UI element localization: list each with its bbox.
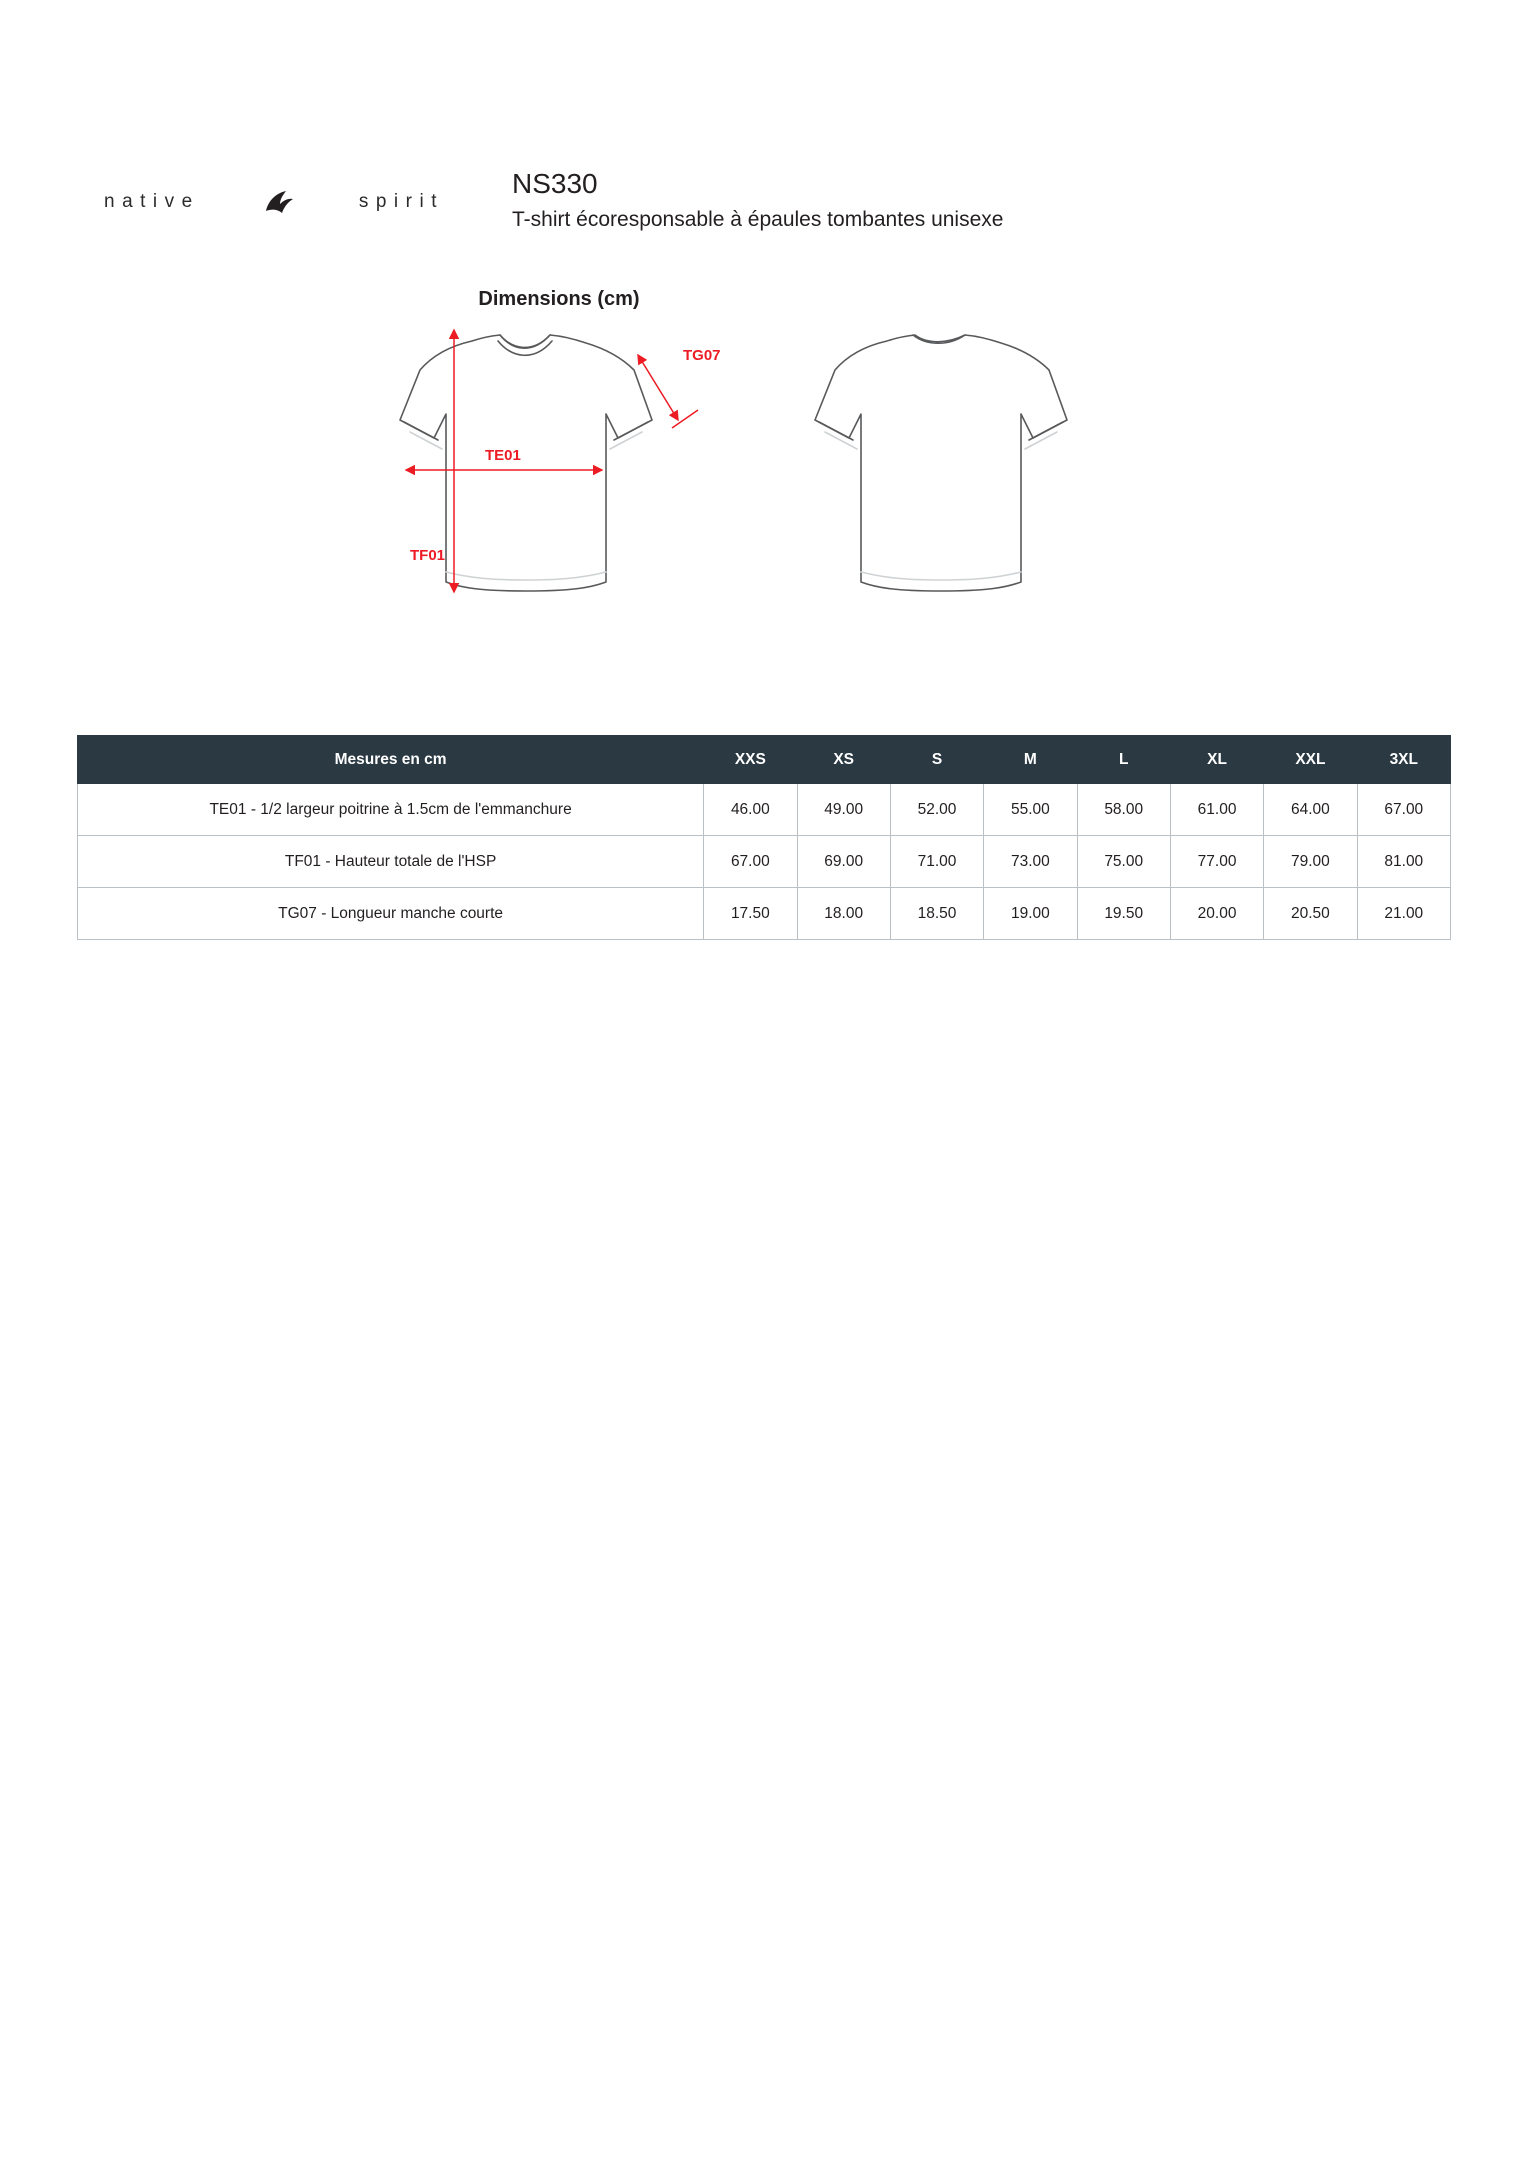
cell-0-2: 52.00 [890, 784, 983, 836]
cell-2-3: 19.00 [984, 888, 1077, 940]
figure-title-text: Dimensions (cm) [478, 288, 640, 310]
cell-0-4: 58.00 [1077, 784, 1170, 836]
tshirt-diagram-svg [300, 310, 1200, 710]
cell-2-1: 18.00 [797, 888, 890, 940]
cell-2-2: 18.50 [890, 888, 983, 940]
cell-1-2: 71.00 [890, 836, 983, 888]
cell-1-1: 69.00 [797, 836, 890, 888]
column-header-size-7: 3XL [1357, 736, 1450, 784]
row-label-2: TG07 - Longueur manche courte [78, 888, 704, 940]
table-row [78, 784, 1451, 836]
table-row [78, 888, 1451, 940]
cell-0-7: 67.00 [1357, 784, 1450, 836]
cell-0-6: 64.00 [1264, 784, 1357, 836]
cell-2-4: 19.50 [1077, 888, 1170, 940]
table-body [78, 784, 1451, 940]
row-label-0: TE01 - 1/2 largeur poitrine à 1.5cm de l'emmanchure [78, 784, 704, 836]
title-block [512, 168, 1003, 233]
callout-te01: TE01 [485, 447, 521, 464]
brand-name-right: spirit [358, 191, 444, 212]
bird-icon [262, 187, 296, 217]
column-header-size-3: M [984, 736, 1077, 784]
column-header-size-5: XL [1170, 736, 1263, 784]
cell-1-0: 67.00 [704, 836, 797, 888]
cell-1-3: 73.00 [984, 836, 1077, 888]
tshirt-back-illustration [815, 335, 1067, 591]
column-header-size-2: S [890, 736, 983, 784]
cell-2-6: 20.50 [1264, 888, 1357, 940]
figure-title [0, 288, 1528, 311]
table-header [78, 736, 1451, 784]
tshirt-diagram [300, 310, 1200, 710]
callout-tf01: TF01 [410, 547, 446, 564]
document-header [0, 168, 1528, 258]
cell-1-6: 79.00 [1264, 836, 1357, 888]
cell-2-5: 20.00 [1170, 888, 1263, 940]
cell-0-0: 46.00 [704, 784, 797, 836]
product-description: T-shirt écoresponsable à épaules tombantes unisexe [512, 208, 1004, 232]
brand-name-left: native [104, 191, 200, 212]
cell-0-1: 49.00 [797, 784, 890, 836]
cell-0-3: 55.00 [984, 784, 1077, 836]
column-header-size-4: L [1077, 736, 1170, 784]
table-row [78, 836, 1451, 888]
brand-logo [104, 182, 444, 222]
table-header-row [78, 736, 1451, 784]
callout-tg07: TG07 [683, 347, 721, 364]
column-header-size-0: XXS [704, 736, 797, 784]
measurements-table [77, 735, 1451, 940]
column-header-size-6: XXL [1264, 736, 1357, 784]
column-header-label: Mesures en cm [78, 736, 704, 784]
cell-1-4: 75.00 [1077, 836, 1170, 888]
cell-1-5: 77.00 [1170, 836, 1263, 888]
product-code: NS330 [512, 168, 598, 199]
cell-2-7: 21.00 [1357, 888, 1450, 940]
cell-2-0: 17.50 [704, 888, 797, 940]
cell-0-5: 61.00 [1170, 784, 1263, 836]
row-label-1: TF01 - Hauteur totale de l'HSP [78, 836, 704, 888]
column-header-size-1: XS [797, 736, 890, 784]
cell-1-7: 81.00 [1357, 836, 1450, 888]
